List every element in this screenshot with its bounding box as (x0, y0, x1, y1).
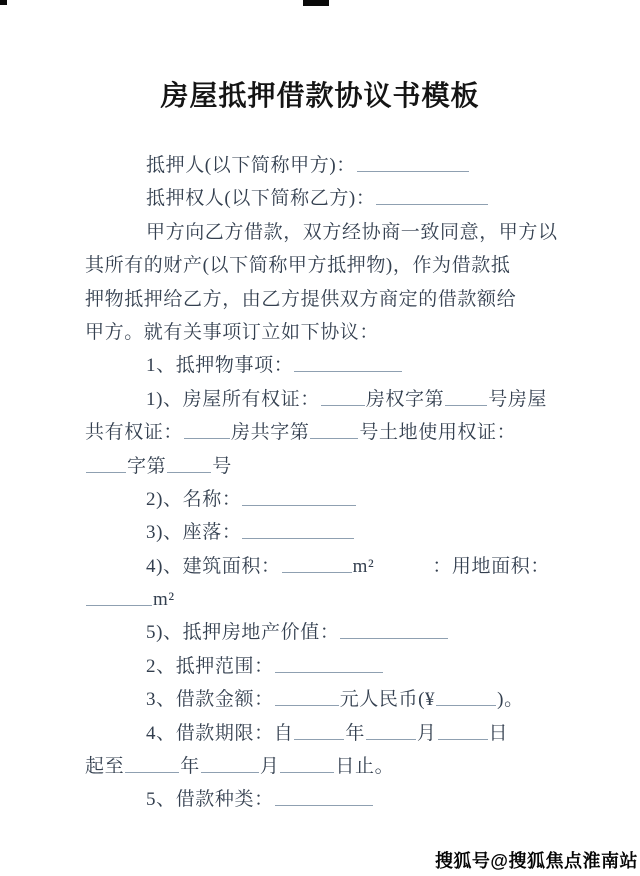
document-line (85, 683, 563, 716)
line-text: 号土地使用权证： (359, 422, 517, 444)
line-text: 4、借款期限：自 (146, 722, 294, 744)
line-text: 押物抵押给乙方，由乙方提供双方商定的借款额给 (85, 288, 517, 310)
document-line (85, 717, 563, 750)
line-text: 年 (180, 756, 200, 778)
line-text: 共有权证： (85, 422, 184, 444)
blank-underline (436, 687, 496, 706)
line-text: 起至 (85, 756, 125, 778)
blank-underline (280, 754, 334, 773)
spacer (374, 571, 432, 572)
document-line (85, 550, 563, 583)
blank-underline (125, 754, 179, 773)
blank-underline (376, 186, 488, 205)
line-text: 月 (259, 756, 280, 778)
blank-underline (438, 721, 488, 740)
blank-underline (321, 387, 365, 406)
line-text: 1)、房屋所有权证： (146, 388, 320, 410)
line-text: 5)、抵押房地产价值： (146, 622, 340, 644)
blank-underline (242, 520, 354, 539)
line-text: 甲方向乙方借款，双方经协商一致同意，甲方以 (146, 221, 558, 243)
scan-artifact (303, 0, 329, 6)
line-text: )。 (497, 689, 524, 711)
blank-underline (310, 420, 358, 439)
line-text: 3、借款金额： (146, 689, 274, 711)
document-line (85, 249, 563, 282)
blank-underline (282, 554, 352, 573)
document-line (85, 349, 563, 382)
document-line (85, 450, 563, 483)
line-text: 3)、座落： (146, 522, 242, 544)
document-line (85, 416, 563, 449)
watermark-sohu: 搜狐号@搜狐焦点淮南站 (434, 851, 638, 871)
blank-underline (86, 587, 152, 606)
line-text: 1、抵押物事项： (146, 355, 294, 377)
document-line (85, 516, 563, 549)
document-line (85, 750, 563, 783)
line-text: 月 (416, 722, 437, 744)
document-line (85, 182, 563, 215)
blank-underline (86, 453, 126, 472)
blank-underline (242, 487, 356, 506)
blank-underline (294, 353, 402, 372)
blank-underline (201, 754, 259, 773)
scan-artifact (0, 0, 7, 5)
blank-underline (275, 687, 339, 706)
line-text: 年 (345, 722, 365, 744)
blank-underline (184, 420, 230, 439)
line-text: ：用地面积： (432, 555, 550, 577)
document-line (85, 283, 563, 316)
line-text: m² (352, 555, 375, 577)
line-text: 号房屋 (488, 388, 548, 410)
line-text: 号 (212, 455, 232, 477)
document-line (85, 583, 563, 616)
blank-underline (340, 620, 448, 639)
blank-underline (275, 654, 383, 673)
blank-underline (275, 787, 373, 806)
document-title: 房屋抵押借款协议书模板 (160, 80, 480, 111)
blank-underline (294, 721, 344, 740)
document-line (85, 616, 563, 649)
line-text: 日止。 (335, 756, 395, 778)
document-line (85, 483, 563, 516)
document-line (85, 783, 563, 816)
blank-underline (357, 153, 469, 172)
line-text: 抵押权人(以下简称乙方)： (146, 188, 376, 210)
line-text: 其所有的财产(以下简称甲方抵押物)，作为借款抵 (85, 255, 511, 277)
document-line (85, 650, 563, 683)
document-line (85, 216, 563, 249)
document-line (85, 149, 563, 182)
line-text: 元人民币(¥ (339, 689, 436, 711)
line-text: 日 (488, 722, 509, 744)
blank-underline (167, 453, 211, 472)
line-text: 房共字第 (231, 422, 310, 444)
line-text: 甲方。就有关事项订立如下协议： (85, 321, 380, 343)
line-text: m² (153, 589, 175, 611)
line-text: 房权字第 (365, 388, 445, 410)
blank-underline (445, 387, 487, 406)
blank-underline (366, 721, 416, 740)
document-line (85, 316, 563, 349)
line-text: 4)、建筑面积： (146, 555, 281, 577)
line-text: 字第 (127, 455, 167, 477)
document-line (85, 383, 563, 416)
line-text: 2、抵押范围： (146, 655, 274, 677)
document-body (85, 149, 563, 817)
line-text: 5、借款种类： (146, 789, 274, 811)
line-text: 2)、名称： (146, 488, 242, 510)
line-text: 抵押人(以下简称甲方)： (146, 155, 356, 176)
